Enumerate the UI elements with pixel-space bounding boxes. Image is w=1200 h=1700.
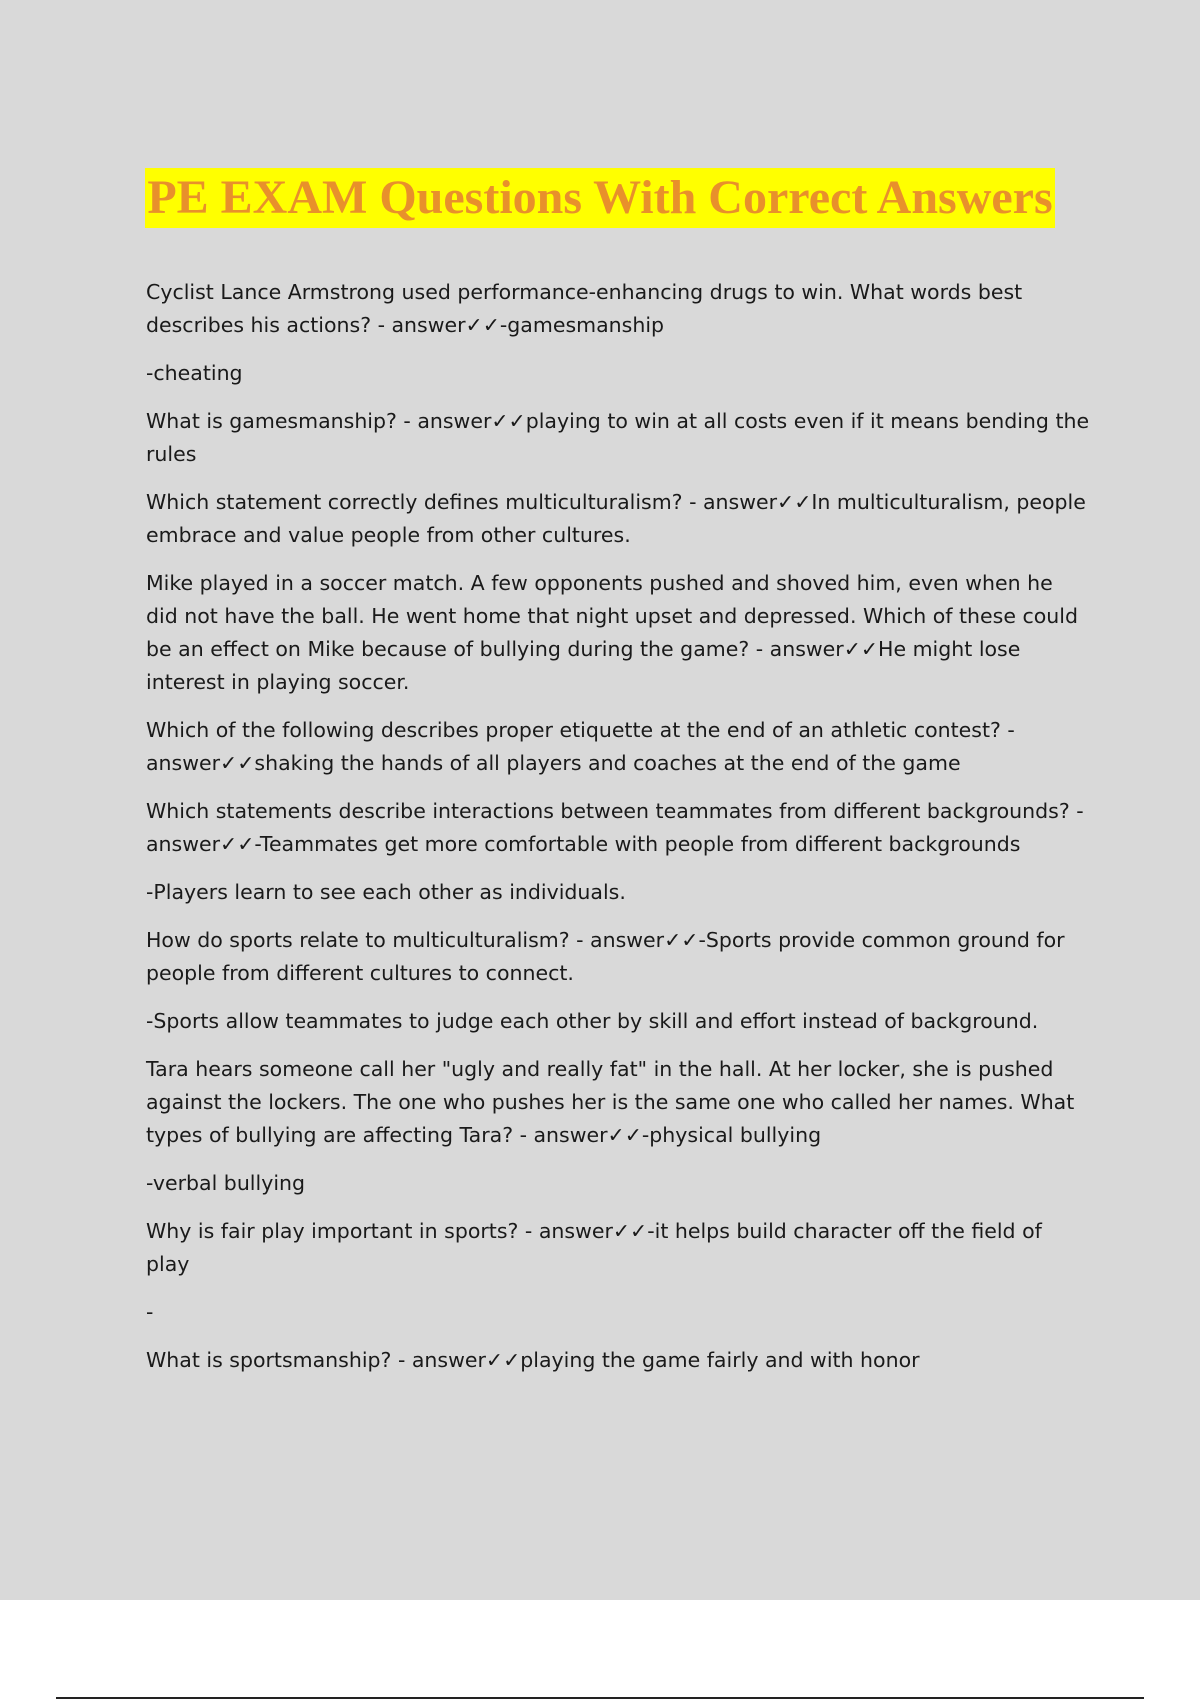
qa-paragraph: Tara hears someone call her "ugly and really fat" in the hall. At her locker, she is pushed against the lockers. The one who pushes her is the same one who called her names. What types of bullying are affecting Tara? - answer✓✓-physical bullying (146, 1057, 1075, 1147)
qa-paragraph: Mike played in a soccer match. A few opponents pushed and shoved him, even when he did not have the ball. He went home that night upset and depressed. Which of these could be an effect on Mike because of bullying during the game? - answer✓✓He might lose interest in playing soccer. (146, 571, 1078, 694)
footer-divider (56, 1697, 1144, 1699)
qa-paragraph: -verbal bullying (146, 1171, 306, 1195)
qa-content (146, 276, 1090, 1392)
qa-paragraph: Which statement correctly defines multiculturalism? - answer✓✓In multiculturalism, people embrace and value people from other cultures. (146, 490, 1086, 547)
qa-paragraph: Cyclist Lance Armstrong used performance-enhancing drugs to win. What words best describes his actions? - answer✓✓-gamesmanship (146, 280, 1023, 337)
qa-paragraph: What is sportsmanship? - answer✓✓playing the game fairly and with honor (146, 1348, 920, 1372)
qa-paragraph: -Players learn to see each other as individuals. (146, 880, 626, 904)
qa-paragraph: How do sports relate to multiculturalism? - answer✓✓-Sports provide common ground for people from different cultures to connect. (146, 928, 1065, 985)
qa-paragraph: What is gamesmanship? - answer✓✓playing to win at all costs even if it means bending the rules (146, 409, 1090, 466)
document-title: PE EXAM Questions With Correct Answers (145, 168, 1054, 228)
title-container (0, 168, 1200, 228)
qa-paragraph: -cheating (146, 361, 243, 385)
qa-paragraph: - (146, 1300, 154, 1324)
qa-paragraph: Which of the following describes proper etiquette at the end of an athletic contest? - answer✓✓shaking the hands of all players and coaches at the end of the game (146, 718, 1015, 775)
qa-paragraph: Which statements describe interactions between teammates from different backgrounds? - answer✓✓-Teammates get more comfortable with people from different backgrounds (146, 799, 1084, 856)
qa-paragraph: -Sports allow teammates to judge each other by skill and effort instead of background. (146, 1009, 1039, 1033)
qa-paragraph: Why is fair play important in sports? - answer✓✓-it helps build character off the field of play (146, 1219, 1042, 1276)
